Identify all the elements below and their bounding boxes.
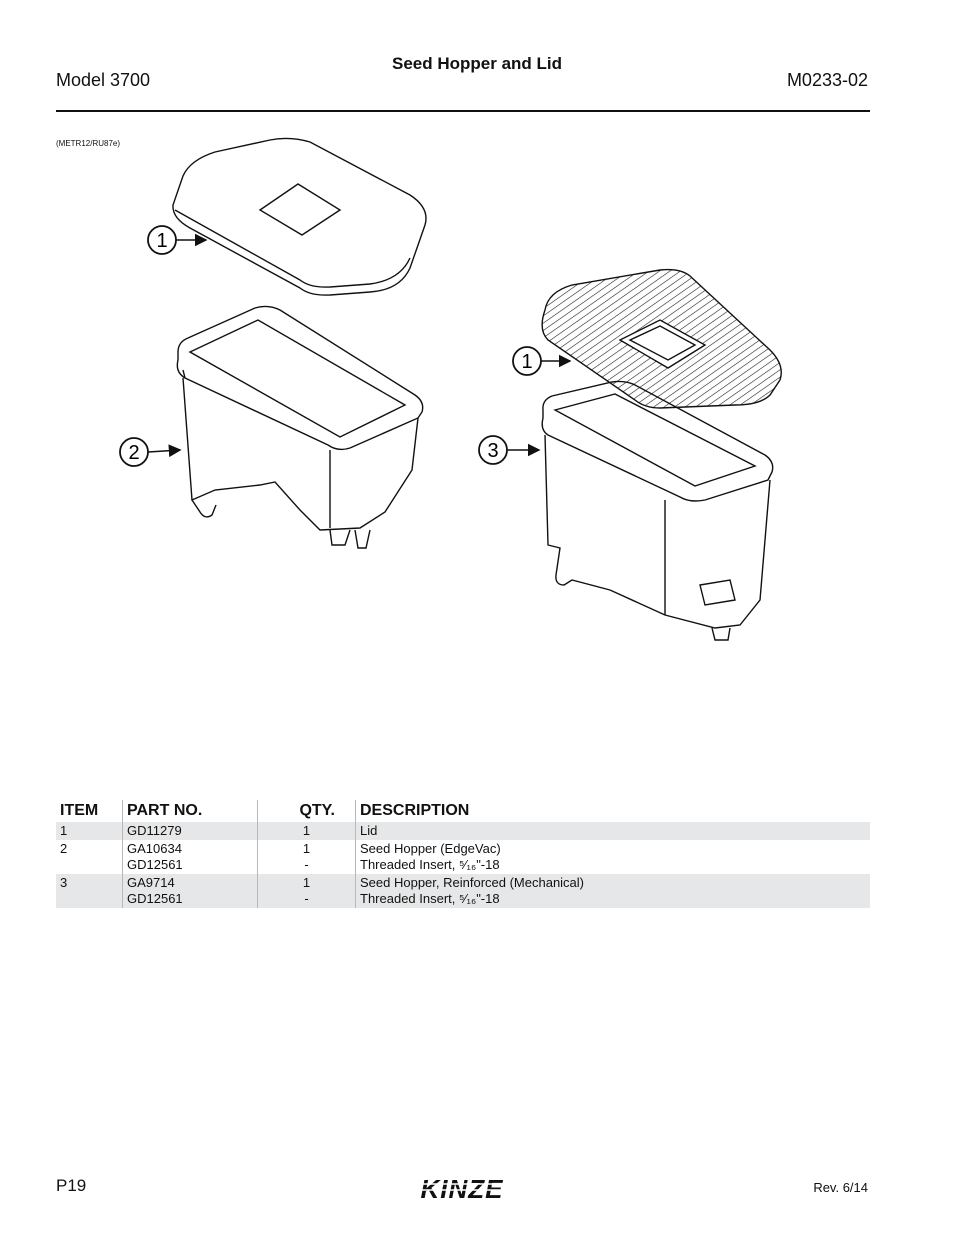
svg-text:3: 3 [487,440,499,462]
svg-text:1: 1 [156,230,168,252]
page-title: Seed Hopper and Lid [391,54,563,73]
lid-drawing-left [173,138,426,295]
table-row [56,822,870,840]
header-qty: QTY. [258,800,356,822]
figure-reference: (METR12/RU87e) [56,139,121,148]
callout-2 [120,438,180,466]
cell-part-no: GA10634 GD12561 [123,840,258,874]
cell-description: Seed Hopper (EdgeVac) Threaded Insert, ⁵⁄₁₆"-18 [356,840,871,874]
page-number: P19 [56,1176,87,1195]
lid-drawing-right [542,270,781,408]
svg-text:1: 1 [521,351,533,373]
cell-qty: 1 - [258,874,356,908]
cell-item: 2 [60,841,68,856]
cell-item: 1 [56,822,123,840]
callout-1-right [513,347,570,375]
header-part-no: PART NO. [123,800,258,822]
callout-3 [479,436,539,464]
cell-description: Lid [356,822,871,840]
cell-part-no: GD11279 [123,822,258,840]
header-doc-number: M0233-02 [786,70,868,90]
cell-description: Seed Hopper, Reinforced (Mechanical) Threaded Insert, ⁵⁄₁₆"-18 [356,874,871,908]
callout-1-left [148,226,206,254]
cell-qty: 1 - [258,840,356,874]
hopper-drawing-left [177,306,422,548]
svg-text:KINZE: KINZE [420,1174,504,1204]
table-row [56,840,870,874]
hopper-drawing-right [542,381,773,640]
parts-illustration [0,130,954,660]
cell-part-no: GA9714 GD12561 [123,874,258,908]
cell-item: 3 [56,874,123,908]
header-model: Model 3700 [56,70,151,90]
table-header-row [56,800,870,822]
revision-date: Rev. 6/14 [813,1180,868,1195]
header-rule [56,110,870,112]
header-item: ITEM [60,802,99,819]
header-description: DESCRIPTION [356,800,871,822]
svg-text:2: 2 [128,442,140,464]
table-row [56,874,870,908]
kinze-logo [402,1174,522,1204]
cell-qty: 1 [258,822,356,840]
parts-table [56,800,870,908]
